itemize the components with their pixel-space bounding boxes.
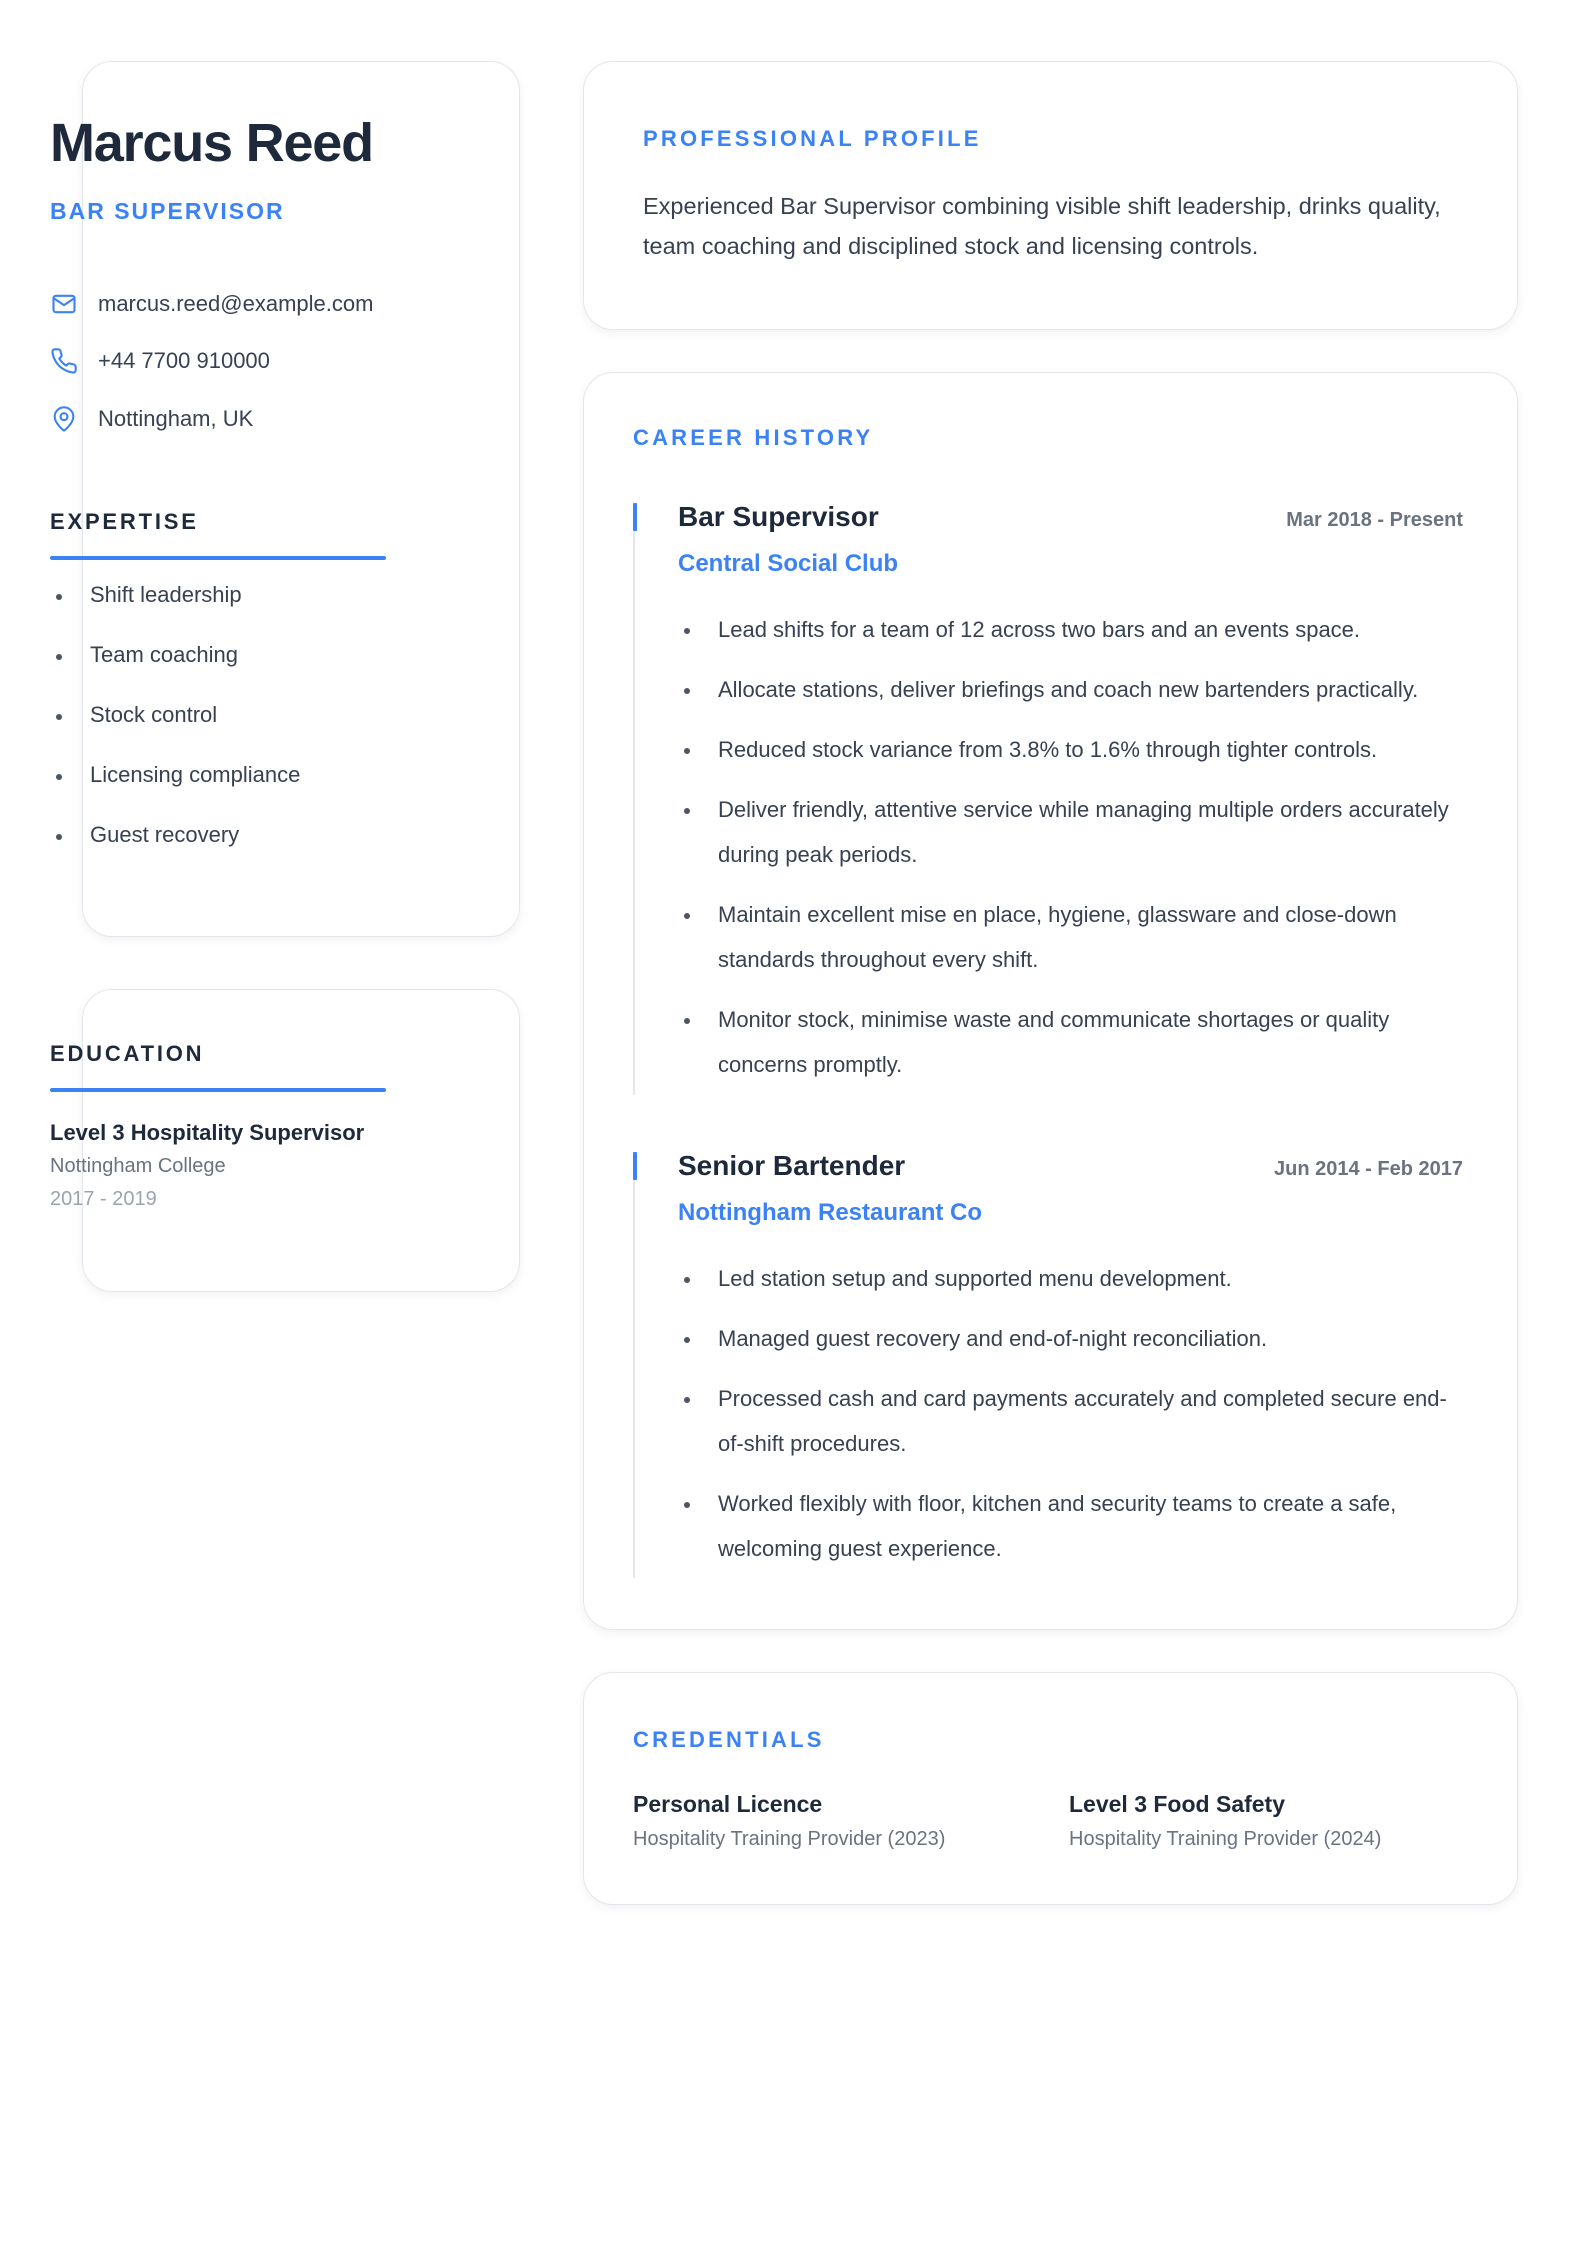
education-degree: Level 3 Hospitality Supervisor <box>50 1120 365 1145</box>
career-heading: CAREER HISTORY <box>633 425 874 450</box>
skill-label: Stock control <box>90 702 218 727</box>
credential-issuer: Hospitality Training Provider (2023) <box>633 1828 946 1850</box>
list-item <box>50 640 300 700</box>
list-item <box>678 727 1463 772</box>
list-item <box>678 1376 1463 1466</box>
list-item <box>50 820 300 880</box>
contact-email[interactable]: marcus.reed@example.com <box>98 291 374 316</box>
expertise-list <box>50 580 300 880</box>
job-timeline-rail <box>633 503 635 1095</box>
contact-email-row <box>50 288 373 320</box>
bullet-dot <box>684 1397 690 1403</box>
bullet-dot <box>56 654 62 660</box>
job-title: Bar Supervisor <box>678 501 879 532</box>
job-entry <box>633 503 1463 1095</box>
education-divider <box>50 1088 386 1092</box>
bullet-dot <box>684 1277 690 1283</box>
list-item <box>50 700 300 760</box>
list-item <box>50 760 300 820</box>
credential-issuer: Hospitality Training Provider (2024) <box>1069 1828 1382 1850</box>
list-item <box>678 667 1463 712</box>
bullet-dot <box>684 748 690 754</box>
bullet-text: Deliver friendly, attentive service while managing multiple orders accurately during peak periods. <box>718 797 1449 867</box>
bullet-text: Lead shifts for a team of 12 across two bars and an events space. <box>718 617 1361 642</box>
education-school: Nottingham College <box>50 1155 226 1177</box>
bullet-text: Allocate stations, deliver briefings and coach new bartenders practically. <box>718 677 1419 702</box>
expertise-divider <box>50 556 386 560</box>
bullet-dot <box>684 913 690 919</box>
list-item <box>678 892 1463 982</box>
bullet-text: Reduced stock variance from 3.8% to 1.6% through tighter controls. <box>718 737 1378 762</box>
list-item <box>678 787 1463 877</box>
job-entry <box>633 1152 1463 1578</box>
skill-label: Guest recovery <box>90 822 240 847</box>
list-item <box>678 1256 1463 1301</box>
bullet-dot <box>684 1337 690 1343</box>
bullet-text: Managed guest recovery and end-of-night reconciliation. <box>718 1326 1268 1351</box>
credential-name: Level 3 Food Safety <box>1069 1791 1286 1817</box>
list-item <box>678 607 1463 652</box>
skill-label: Shift leadership <box>90 582 242 607</box>
contact-phone[interactable]: +44 7700 910000 <box>98 348 270 373</box>
bullet-dot <box>684 688 690 694</box>
job-timeline-rail <box>633 1152 635 1578</box>
phone-icon <box>50 347 78 375</box>
profile-summary: Experienced Bar Supervisor combining visible shift leadership, drinks quality, team coaching and disciplined stock and licensing controls. <box>643 193 1441 259</box>
candidate-role: BAR SUPERVISOR <box>50 198 285 224</box>
bullet-dot <box>684 808 690 814</box>
bullet-dot <box>684 1502 690 1508</box>
credential-name: Personal Licence <box>633 1791 823 1817</box>
job-timeline-marker <box>633 1152 637 1180</box>
bullet-dot <box>56 594 62 600</box>
list-item <box>678 1316 1463 1361</box>
list-item <box>678 997 1463 1087</box>
credential-item <box>633 1791 945 1851</box>
job-bullets <box>678 1256 1463 1586</box>
job-title: Senior Bartender <box>678 1150 906 1181</box>
bullet-dot <box>684 628 690 634</box>
expertise-heading: EXPERTISE <box>50 509 199 534</box>
job-dates: Mar 2018 - Present <box>1286 509 1463 531</box>
bullet-dot <box>56 834 62 840</box>
credentials-heading: CREDENTIALS <box>633 1727 825 1752</box>
education-heading: EDUCATION <box>50 1041 205 1066</box>
bullet-dot <box>56 714 62 720</box>
bullet-dot <box>684 1018 690 1024</box>
skill-label: Licensing compliance <box>90 762 301 787</box>
contact-location: Nottingham, UK <box>98 406 254 431</box>
contact-location-row <box>50 403 253 435</box>
bullet-text: Worked flexibly with floor, kitchen and security teams to create a safe, welcoming guest experience. <box>718 1491 1397 1561</box>
mail-icon <box>50 290 78 318</box>
list-item <box>50 580 300 640</box>
contact-phone-row <box>50 345 270 377</box>
bullet-text: Processed cash and card payments accurately and completed secure end-of-shift procedures. <box>718 1386 1447 1456</box>
credentials-card <box>583 1672 1518 1905</box>
bullet-text: Led station setup and supported menu development. <box>718 1266 1232 1291</box>
profile-heading: PROFESSIONAL PROFILE <box>643 126 982 151</box>
map-pin-icon <box>50 405 78 433</box>
education-years: 2017 - 2019 <box>50 1188 157 1210</box>
job-company: Nottingham Restaurant Co <box>678 1199 983 1226</box>
job-timeline-marker <box>633 503 637 531</box>
bullet-text: Monitor stock, minimise waste and communicate shortages or quality concerns promptly. <box>718 1007 1390 1077</box>
credential-item <box>1069 1791 1381 1851</box>
candidate-name: Marcus Reed <box>50 113 373 173</box>
bullet-text: Maintain excellent mise en place, hygiene, glassware and close-down standards throughout every shift. <box>718 902 1397 972</box>
skill-label: Team coaching <box>90 642 238 667</box>
list-item <box>678 1481 1463 1571</box>
job-dates: Jun 2014 - Feb 2017 <box>1274 1158 1463 1180</box>
job-company: Central Social Club <box>678 550 899 577</box>
job-bullets <box>678 607 1463 1102</box>
bullet-dot <box>56 774 62 780</box>
